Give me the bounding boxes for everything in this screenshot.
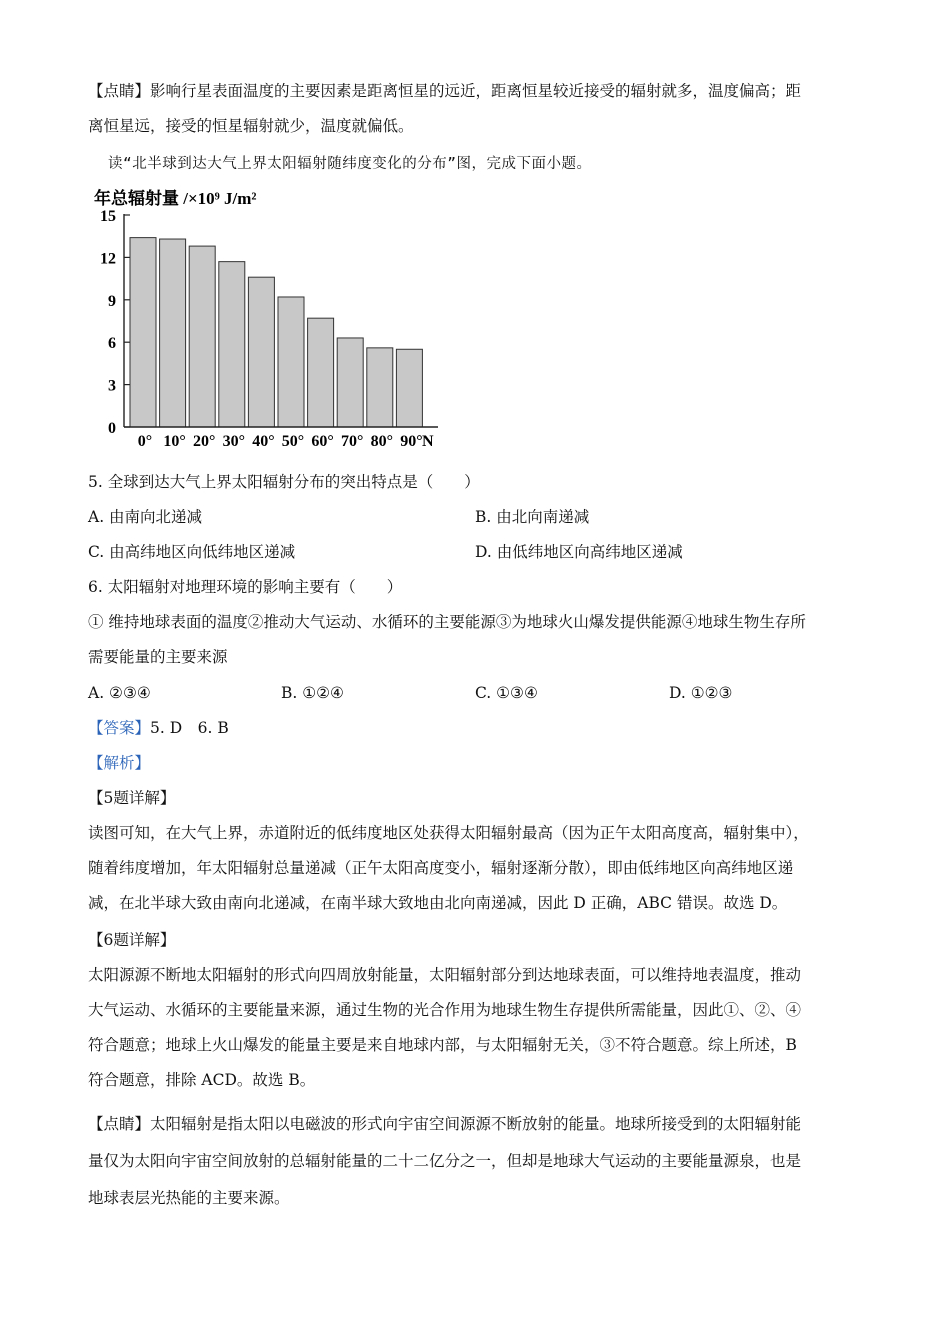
q6-option-d: D. ①②③ — [669, 684, 733, 702]
y-tick-label: 9 — [108, 292, 116, 310]
x-tick-label: 90° — [400, 433, 423, 450]
q6-option-b: B. ①②④ — [281, 684, 344, 702]
note-text: 离恒星远，接受的恒星辐射就少，温度就偏低。 — [88, 117, 414, 135]
detail-q5-text: 随着纬度增加，年太阳辐射总量递减（正午太阳高度变小，辐射逐渐分散），即由低纬地区向高纬地区递 — [88, 859, 794, 877]
y-tick-label: 15 — [100, 208, 116, 225]
question-6-items-cont: 需要能量的主要来源 — [88, 648, 228, 666]
x-tick-label: 0° — [137, 433, 153, 450]
detail-q6-text: 符合题意；地球上火山爆发的能量主要是来自地球内部，与太阳辐射无关，③不符合题意。综上所述，B — [88, 1036, 797, 1054]
q5-option-d: D. 由低纬地区向高纬地区递减 — [475, 543, 683, 561]
bar-3 — [219, 262, 245, 427]
bar-6 — [308, 318, 334, 427]
y-tick-label: 0 — [108, 420, 116, 437]
answer-tag: 【答案】 — [88, 719, 151, 737]
bar-4 — [248, 277, 274, 427]
radiation-bar-chart — [80, 180, 460, 455]
y-tick-label: 6 — [108, 335, 116, 353]
note-text: 太阳辐射是指太阳以电磁波的形式向宇宙空间源源不断放射的能量。地球所接受到的太阳辐射能 — [150, 1115, 802, 1133]
detail-q6-text: 大气运动、水循环的主要能量来源，通过生物的光合作用为地球生物生存提供所需能量，因此①、②、④ — [88, 1001, 802, 1019]
detail-q5 — [88, 781, 864, 921]
x-tick-label: 30° — [222, 433, 246, 450]
answer-block — [88, 711, 864, 781]
question-5-stem: 5. 全球到达大气上界太阳辐射分布的突出特点是（ ） — [88, 473, 480, 491]
y-tick-label: 12 — [100, 250, 116, 268]
note-paragraph-2 — [88, 1106, 864, 1217]
bar-5 — [278, 297, 304, 427]
answer-text: 5. D 6. B — [150, 719, 229, 737]
detail-q6-tag: 【6题详解】 — [88, 931, 176, 949]
note-text: 量仅为太阳向宇宙空间放射的总辐射能量的二十二亿分之一，但却是地球大气运动的主要能量源泉，也是 — [88, 1152, 802, 1170]
note-tag: 【点睛】 — [88, 1115, 151, 1133]
bar-7 — [337, 338, 363, 427]
x-tick-label: 50° — [281, 433, 305, 450]
q5-option-c: C. 由高纬地区向低纬地区递减 — [88, 543, 296, 561]
bar-8 — [367, 348, 393, 427]
note-text: 地球表层光热能的主要来源。 — [88, 1189, 290, 1207]
bar-1 — [160, 239, 186, 427]
question-5 — [88, 465, 864, 500]
chart-title: 年总辐射量 /×10⁹ J/m² — [94, 189, 257, 208]
y-tick-label: 3 — [108, 377, 116, 395]
x-tick-label: 20° — [192, 433, 216, 450]
detail-q6-text: 符合题意，排除 ACD。故选 B。 — [88, 1071, 316, 1089]
bar-2 — [189, 246, 215, 427]
note-paragraph-1 — [88, 74, 864, 144]
note-text: 影响行星表面温度的主要因素是距离恒星的远近，距离恒星较近接受的辐射就多，温度偏高；距 — [150, 82, 802, 100]
bar-9 — [396, 349, 422, 427]
detail-q6 — [88, 923, 864, 1098]
note-tag: 【点睛】 — [88, 82, 151, 100]
question-6-stem: 6. 太阳辐射对地理环境的影响主要有（ ） — [88, 578, 403, 596]
q5-option-b: B. 由北向南递减 — [475, 508, 590, 526]
analysis-tag: 【解析】 — [88, 754, 151, 772]
x-tick-label: 70° — [340, 433, 364, 450]
question-6 — [88, 570, 864, 675]
x-unit-label: N — [422, 433, 434, 450]
question-intro: 读“北半球到达大气上界太阳辐射随纬度变化的分布”图，完成下面小题。 — [108, 156, 592, 172]
detail-q5-text: 读图可知，在大气上界，赤道附近的低纬度地区处获得太阳辐射最高（因为正午太阳高度高，辐射集中）， — [88, 824, 809, 842]
q6-option-a: A. ②③④ — [88, 684, 151, 702]
detail-q5-text: 减，在北半球大致由南向北递减，在南半球大致地由北向南递减，因此 D 正确，ABC 错误。故选 D。 — [88, 894, 788, 912]
detail-q5-tag: 【5题详解】 — [88, 789, 176, 807]
q5-option-a: A. 由南向北递减 — [88, 508, 203, 526]
x-tick-label: 40° — [252, 433, 275, 450]
detail-q6-text: 太阳源源不断地太阳辐射的形式向四周放射能量，太阳辐射部分到达地球表面，可以维持地表温度，推动 — [88, 966, 802, 984]
question-6-items: ① 维持地球表面的温度②推动大气运动、水循环的主要能源③为地球火山爆发提供能源④地球生物生存所 — [88, 613, 806, 631]
x-tick-label: 60° — [311, 433, 334, 450]
q6-option-c: C. ①③④ — [475, 684, 538, 702]
x-tick-label: 10° — [163, 433, 186, 450]
x-tick-label: 80° — [370, 433, 394, 450]
bar-0 — [130, 238, 156, 427]
